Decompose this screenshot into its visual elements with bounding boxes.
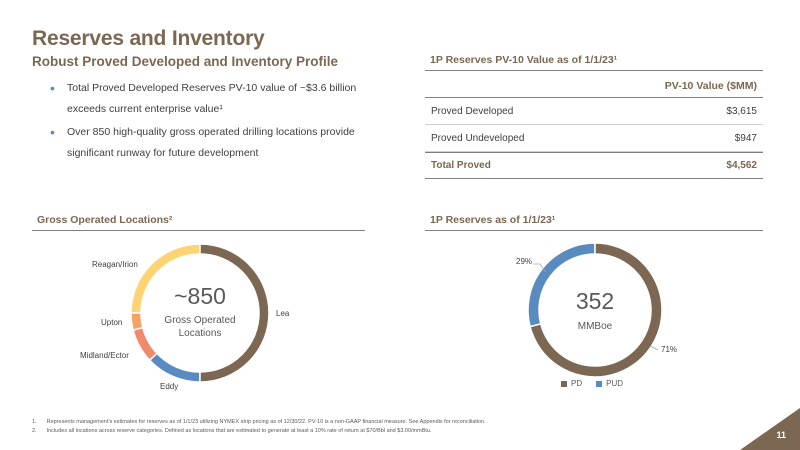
- reserves-title: 1P Reserves as of 1/1/23¹: [430, 214, 556, 226]
- locations-center-value: ~850: [174, 283, 226, 309]
- table-title: 1P Reserves PV-10 Value as of 1/1/23¹: [430, 54, 618, 66]
- reserves-center-label: MMBoe: [577, 321, 613, 332]
- divider: [425, 230, 763, 231]
- segment-label-pud-pct: 29%: [516, 257, 533, 266]
- segment-label-midland-ector: Midland/Ector: [80, 351, 129, 360]
- donut-segment-midland-ector: [133, 328, 157, 361]
- row-value: $947: [734, 132, 757, 144]
- bullet-item: • Total Proved Developed Reserves PV-10 value of ~$3.6 billion exceeds current enterprise value¹: [50, 78, 380, 119]
- total-label: Total Proved: [431, 160, 491, 171]
- footnote: [32, 418, 486, 427]
- segment-label-pd-pct: 71%: [661, 345, 678, 354]
- legend-item: [596, 379, 623, 388]
- table-column-header: PV-10 Value ($MM): [425, 72, 763, 98]
- pv10-table: [425, 72, 763, 179]
- locations-center-label: Gross Operated: [164, 315, 236, 326]
- reserves-legend: [561, 379, 623, 388]
- footnote-number: 1.: [32, 419, 37, 425]
- row-value: $3,615: [726, 105, 757, 117]
- reserves-center-value: 352: [575, 288, 615, 314]
- row-label: Proved Undeveloped: [431, 132, 525, 144]
- segment-label-reagan-irion: Reagan/Irion: [92, 260, 138, 269]
- page-title: Reserves and Inventory: [32, 27, 265, 50]
- footnote-text: Represents management’s estimates for reserves as of 1/1/23 utilizing NYMEX strip pricing as of 12/30/22. PV-10 is a non-GAAP financial measure. See Appendix for reconciliation.: [46, 419, 486, 425]
- legend-swatch: [596, 381, 602, 387]
- segment-label-eddy: Eddy: [160, 382, 179, 391]
- total-value: $4,562: [726, 160, 757, 171]
- page-number: 11: [776, 430, 786, 440]
- legend-label: PD: [571, 379, 583, 388]
- bullet-list: [50, 78, 380, 166]
- page-subtitle: Robust Proved Developed and Inventory Profile: [32, 54, 339, 69]
- footnote-number: 2.: [32, 428, 37, 434]
- row-label: Proved Developed: [431, 105, 514, 117]
- corner-decoration: [740, 408, 800, 450]
- legend-swatch: [561, 381, 567, 387]
- segment-label-upton: Upton: [101, 318, 123, 327]
- bullet-item: • Over 850 high-quality gross operated drilling locations provide significant runway for future development: [50, 122, 380, 163]
- locations-center-label: Locations: [178, 328, 222, 339]
- divider: [425, 70, 763, 71]
- footnote-text: Includes all locations across reserve categories. Defined as locations that are estimated to generate at least a 10% rate of return at $70/Bbl and $3.00/mmBtu.: [46, 428, 432, 434]
- divider: [32, 230, 365, 231]
- footnote: [32, 427, 486, 436]
- locations-donut-chart: [130, 243, 270, 383]
- segment-label-lea: Lea: [276, 309, 290, 318]
- legend-label: PUD: [606, 379, 624, 388]
- table-row: [425, 98, 763, 125]
- locations-title: Gross Operated Locations²: [37, 214, 173, 226]
- legend-item: [561, 379, 582, 388]
- donut-segment-eddy: [150, 353, 200, 382]
- donut-segment-lea: [200, 244, 269, 382]
- footnotes: [32, 418, 486, 436]
- table-row: [425, 125, 763, 152]
- table-total-row: [425, 152, 763, 179]
